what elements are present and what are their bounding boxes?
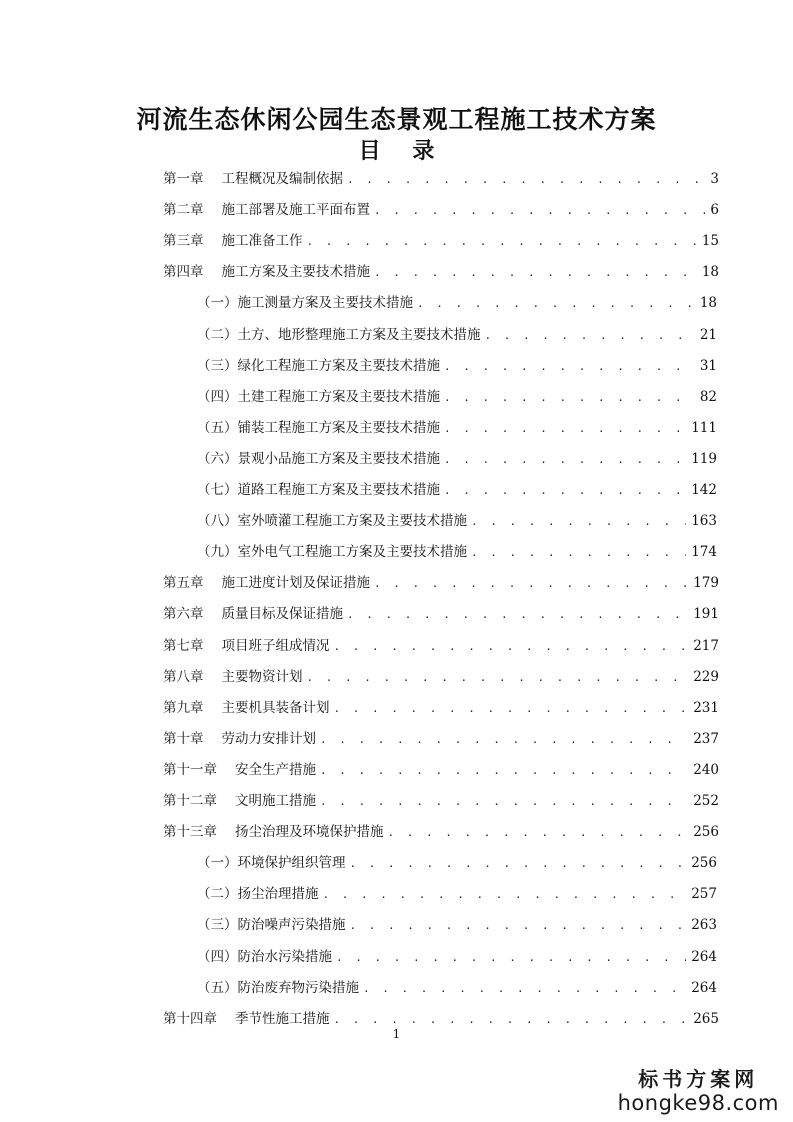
toc-entry[interactable] <box>197 913 717 933</box>
toc-entry-chapter: 第八章 <box>163 668 204 685</box>
toc-entry-chapter: 第十一章 <box>163 761 217 778</box>
toc-dot-leader <box>444 360 695 373</box>
toc-entry-label <box>197 882 319 902</box>
toc-entry-chapter: 第十三章 <box>163 824 217 841</box>
toc-entry-label <box>197 478 440 498</box>
toc-entry[interactable] <box>197 540 717 560</box>
toc-entry-label <box>163 167 343 187</box>
toc-entry-label <box>197 913 346 933</box>
toc-entry-page: 240 <box>693 761 719 778</box>
toc-entry-title: 施工进度计划及保证措施 <box>221 575 370 592</box>
toc-entry-label <box>163 727 316 747</box>
toc-entry-chapter: （四） <box>197 948 238 965</box>
toc-entry-label <box>163 789 316 809</box>
toc-entry[interactable] <box>197 385 717 405</box>
toc-entry-title: 施工部署及施工平面布置 <box>221 202 370 219</box>
toc-entry-page: 82 <box>699 388 717 405</box>
toc-entry[interactable] <box>197 291 717 311</box>
toc-entry-page: 18 <box>701 264 719 281</box>
toc-entry-chapter: 第一章 <box>163 171 204 187</box>
toc-entry-label <box>163 696 330 716</box>
toc-entry-chapter: （三） <box>197 357 238 374</box>
toc-entry-label <box>197 447 440 467</box>
toc-entry-title: 扬尘治理及环境保护措施 <box>235 824 384 841</box>
toc-entry-chapter: 第六章 <box>163 606 204 623</box>
toc-dot-leader <box>374 204 705 217</box>
toc-entry-label <box>197 385 440 405</box>
toc-dot-leader <box>417 297 695 310</box>
toc-entry-label <box>197 291 413 311</box>
toc-entry-page: 3 <box>710 171 719 187</box>
toc-entry-title: 土建工程施工方案及主要技术措施 <box>237 388 440 405</box>
toc-entry-page: 31 <box>699 357 717 374</box>
toc-entry-title: 质量目标及保证措施 <box>221 606 343 623</box>
toc-entry-page: 256 <box>691 855 717 872</box>
toc-entry-title: 施工测量方案及主要技术措施 <box>237 295 413 312</box>
toc-dot-leader <box>471 546 686 559</box>
toc-dot-leader <box>323 888 687 901</box>
toc-entry-chapter: （五） <box>197 979 238 996</box>
toc-entry-page: 257 <box>691 886 717 903</box>
toc-entry-page: 252 <box>693 793 719 809</box>
toc-entry-title: 季节性施工措施 <box>235 1010 330 1027</box>
toc-entry-chapter: （一） <box>197 295 238 312</box>
toc-entry-label <box>163 1007 330 1027</box>
toc-entry-label <box>197 416 440 436</box>
toc-entry-page: 21 <box>699 326 717 343</box>
toc-entry[interactable] <box>163 571 719 591</box>
toc-entry[interactable] <box>197 323 717 343</box>
toc-dot-leader <box>444 484 686 497</box>
toc-entry-title: 环境保护组织管理 <box>237 855 346 872</box>
toc-entry-title: 主要物资计划 <box>221 668 303 685</box>
toc-entry-page: 264 <box>691 948 717 965</box>
toc-entry-chapter: （二） <box>197 326 238 343</box>
toc-heading: 目 录 <box>358 138 447 164</box>
toc-entry-label <box>163 571 370 591</box>
toc-entry-label <box>197 540 467 560</box>
toc-entry-title: 主要机具装备计划 <box>221 699 330 716</box>
toc-entry[interactable] <box>197 478 717 498</box>
toc-entry-title: 室外喷灌工程施工方案及主要技术措施 <box>237 513 467 530</box>
toc-entry[interactable] <box>197 882 717 902</box>
toc-entry-chapter: （七） <box>197 482 238 498</box>
toc-entry[interactable] <box>163 229 719 249</box>
toc-entry-title: 土方、地形整理施工方案及主要技术措施 <box>237 326 481 343</box>
watermark-brand-cn: 标书方案网 <box>638 1067 759 1091</box>
toc-entry-page: 6 <box>710 202 719 219</box>
toc-entry-title: 项目班子组成情况 <box>221 637 330 654</box>
toc-entry[interactable] <box>163 727 719 747</box>
toc-entry-chapter: （三） <box>197 917 238 934</box>
toc-entry-label <box>197 851 346 871</box>
toc-entry-title: 道路工程施工方案及主要技术措施 <box>237 482 440 498</box>
toc-entry-chapter: 第十四章 <box>163 1010 217 1027</box>
toc-entry-title: 防治水污染措施 <box>237 948 332 965</box>
toc-entry-label <box>163 665 303 685</box>
toc-entry-title: 扬尘治理措施 <box>237 886 319 903</box>
watermark-logo <box>618 1068 779 1116</box>
toc-entry[interactable] <box>197 354 717 374</box>
toc-entry-page: 142 <box>691 482 717 498</box>
toc-entry-title: 铺装工程施工方案及主要技术措施 <box>237 419 440 436</box>
toc-entry-chapter: 第七章 <box>163 637 204 654</box>
toc-dot-leader <box>350 919 687 932</box>
toc-entry-title: 绿化工程施工方案及主要技术措施 <box>237 357 440 374</box>
toc-entry-page: 18 <box>699 295 717 312</box>
toc-entry-chapter: 第三章 <box>163 233 204 250</box>
toc-entry[interactable] <box>197 509 717 529</box>
toc-entry-label <box>197 509 467 529</box>
toc-dot-leader <box>363 982 686 995</box>
toc-dot-leader <box>444 453 686 466</box>
toc-entry-chapter: 第十二章 <box>163 793 217 809</box>
toc-entry-label <box>163 820 384 840</box>
toc-entry-page: 264 <box>691 979 717 996</box>
toc-dot-leader <box>471 515 686 528</box>
toc-dot-leader <box>336 951 686 964</box>
toc-entry-page: 237 <box>693 730 719 747</box>
toc-entry-chapter: 第十章 <box>163 730 204 747</box>
toc-dot-leader <box>334 1013 689 1026</box>
toc-entry-title: 劳动力安排计划 <box>221 730 316 747</box>
toc-entry[interactable] <box>197 447 717 467</box>
toc-entry[interactable] <box>163 634 719 654</box>
toc-dot-leader <box>350 857 687 870</box>
document-title: 河流生态休闲公园生态景观工程施工技术方案 <box>136 105 657 134</box>
toc-entry-title: 室外电气工程施工方案及主要技术措施 <box>237 544 467 561</box>
toc-dot-leader <box>320 733 688 746</box>
toc-dot-leader <box>334 702 689 715</box>
toc-entry-title: 防治噪声污染措施 <box>237 917 346 934</box>
toc-entry-page: 163 <box>691 513 717 530</box>
toc-dot-leader <box>374 577 688 590</box>
toc-entry-label <box>197 976 359 996</box>
toc-entry-page: 119 <box>691 450 717 467</box>
toc-entry[interactable] <box>197 851 717 871</box>
toc-entry-page: 111 <box>691 419 717 436</box>
toc-dot-leader <box>307 235 697 248</box>
toc-entry[interactable] <box>163 1007 719 1027</box>
toc-dot-leader <box>444 391 695 404</box>
toc-entry-page: 265 <box>693 1010 719 1027</box>
toc-entry-page: 229 <box>693 668 719 685</box>
toc-entry-page: 15 <box>701 233 719 250</box>
toc-entry-label <box>163 229 303 249</box>
toc-entry-chapter: 第五章 <box>163 575 204 592</box>
toc-dot-leader <box>320 764 688 777</box>
toc-entry[interactable] <box>163 789 719 809</box>
toc-entry-page: 217 <box>693 637 719 654</box>
toc-entry-label <box>163 198 370 218</box>
toc-entry[interactable] <box>163 820 719 840</box>
toc-dot-leader <box>444 422 686 435</box>
toc-dot-leader <box>320 795 688 808</box>
toc-entry[interactable] <box>163 696 719 716</box>
toc-entry-chapter: （二） <box>197 886 238 903</box>
toc-dot-leader <box>347 608 688 621</box>
toc-entry-label <box>163 602 343 622</box>
toc-entry-title: 文明施工措施 <box>235 793 316 809</box>
toc-entry-label <box>163 260 370 280</box>
toc-entry-title: 安全生产措施 <box>235 761 316 778</box>
toc-dot-leader <box>334 640 689 653</box>
toc-entry-title: 施工准备工作 <box>221 233 303 250</box>
toc-dot-leader <box>307 671 689 684</box>
toc-dot-leader <box>485 329 695 342</box>
toc-entry-chapter: （四） <box>197 388 238 405</box>
toc-entry[interactable] <box>163 602 719 622</box>
toc-entry[interactable] <box>197 945 717 965</box>
toc-dot-leader <box>388 826 689 839</box>
toc-entry-title: 防治废弃物污染措施 <box>237 979 359 996</box>
toc-entry-page: 174 <box>691 544 717 561</box>
toc-entry-label <box>163 634 330 654</box>
toc-entry-page: 263 <box>691 917 717 934</box>
toc-entry-chapter: 第四章 <box>163 264 204 281</box>
toc-entry-chapter: （六） <box>197 450 238 467</box>
toc-entry-label <box>163 758 316 778</box>
watermark-brand-url: hongke98.com <box>617 1091 779 1115</box>
toc-entry[interactable] <box>163 167 719 187</box>
toc-entry-chapter: （八） <box>197 513 238 530</box>
toc-entry[interactable] <box>197 976 717 996</box>
toc-dot-leader <box>347 173 705 186</box>
toc-entry-title: 工程概况及编制依据 <box>221 171 343 187</box>
toc-entry-label <box>197 945 332 965</box>
toc-entry-chapter: 第二章 <box>163 202 204 219</box>
toc-entry-label <box>197 354 440 374</box>
toc-entry-title: 施工方案及主要技术措施 <box>221 264 370 281</box>
toc-entry-page: 179 <box>693 575 719 592</box>
toc-entry-chapter: （一） <box>197 855 238 872</box>
toc-entry[interactable] <box>197 416 717 436</box>
toc-entry[interactable] <box>163 758 719 778</box>
toc-entry-page: 256 <box>693 824 719 841</box>
toc-entry-chapter: （九） <box>197 544 238 561</box>
toc-entry[interactable] <box>163 260 719 280</box>
toc-entry-page: 191 <box>693 606 719 623</box>
toc-entry[interactable] <box>163 665 719 685</box>
toc-dot-leader <box>374 266 697 279</box>
page-number: 1 <box>392 1027 401 1041</box>
toc-entry-chapter: 第九章 <box>163 699 204 716</box>
toc-entry-label <box>197 323 481 343</box>
toc-entry-chapter: （五） <box>197 419 238 436</box>
toc-entry-title: 景观小品施工方案及主要技术措施 <box>237 450 440 467</box>
toc-entry[interactable] <box>163 198 719 218</box>
toc-entry-page: 231 <box>693 699 719 716</box>
